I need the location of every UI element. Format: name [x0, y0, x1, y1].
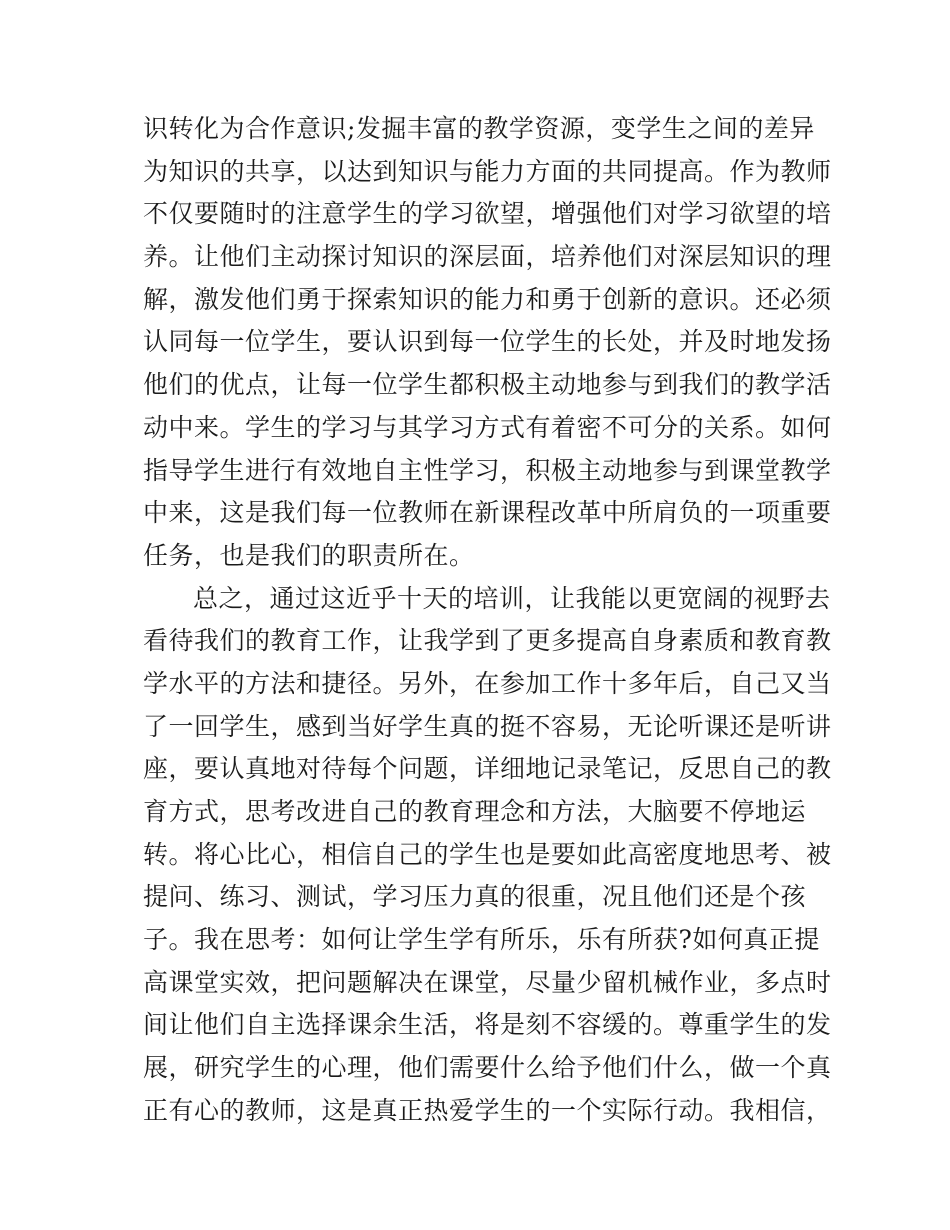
text-line: 学水平的方法和捷径。另外，在参加工作十多年后，自己又当	[143, 668, 832, 698]
text-line: 间让他们自主选择课余生活，将是刻不容缓的。尊重学生的发	[143, 1010, 832, 1040]
text-line: 中来，这是我们每一位教师在新课程改革中所肩负的一项重要	[143, 498, 832, 528]
text-line: 不仅要随时的注意学生的学习欲望，增强他们对学习欲望的培	[143, 199, 832, 229]
text-line: 指导学生进行有效地自主性学习，积极主动地参与到课堂教学	[143, 455, 832, 485]
text-line: 看待我们的教育工作，让我学到了更多提高自身素质和教育教	[143, 626, 832, 656]
text-line: 高课堂实效，把问题解决在课堂，尽量少留机械作业，多点时	[143, 967, 832, 997]
body-text	[143, 108, 832, 1133]
text-line: 解，激发他们勇于探索知识的能力和勇于创新的意识。还必须	[143, 284, 832, 314]
text-line: 识转化为合作意识;发掘丰富的教学资源，变学生之间的差异	[143, 114, 815, 143]
text-line: 正有心的教师，这是真正热爱学生的一个实际行动。我相信，	[143, 1095, 832, 1125]
text-line: 转。将心比心，相信自己的学生也是要如此高密度地思考、被	[143, 839, 832, 869]
text-line: 为知识的共享，以达到知识与能力方面的共同提高。作为教师	[143, 156, 832, 186]
text-line: 了一回学生，感到当好学生真的挺不容易，无论听课还是听讲	[143, 711, 832, 741]
text-line: 养。让他们主动探讨知识的深层面，培养他们对深层知识的理	[143, 242, 832, 272]
text-line: 动中来。学生的学习与其学习方式有着密不可分的关系。如何	[143, 412, 832, 442]
text-line: 认同每一位学生，要认识到每一位学生的长处，并及时地发扬	[143, 327, 832, 357]
text-line: 座，要认真地对待每个问题，详细地记录笔记，反思自己的教	[143, 754, 832, 784]
text-line: 提问、练习、测试，学习压力真的很重，况且他们还是个孩	[143, 882, 807, 912]
paragraph-start-line: 总之，通过这近乎十天的培训，让我能以更宽阔的视野去	[193, 583, 831, 613]
text-line: 育方式，思考改进自己的教育理念和方法，大脑要不停地运	[143, 797, 807, 826]
text-line: 他们的优点，让每一位学生都积极主动地参与到我们的教学活	[143, 370, 832, 400]
text-line: 任务，也是我们的职责所在。	[143, 540, 475, 570]
text-line: 子。我在思考：如何让学生学有所乐，乐有所获?如何真正提	[143, 925, 820, 955]
text-line: 展，研究学生的心理，他们需要什么给予他们什么，做一个真	[143, 1053, 832, 1083]
